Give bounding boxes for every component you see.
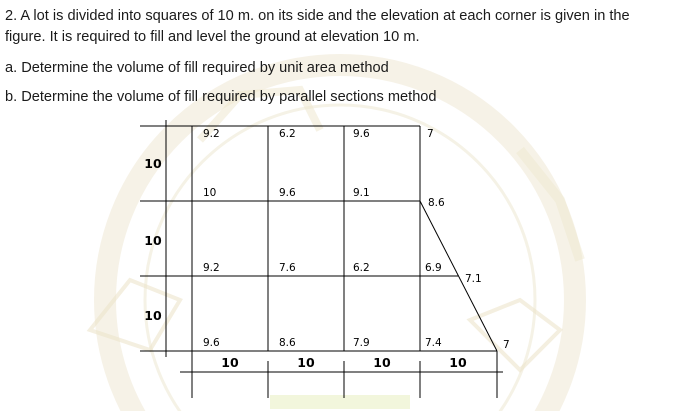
elevation-r1-c3: 8.6: [428, 197, 445, 209]
left-dim-label-1: 10: [144, 156, 162, 171]
elevation-r2-c1: 7.6: [279, 262, 296, 274]
elevation-r1-c2: 9.1: [353, 187, 370, 199]
problem-part-b: b. Determine the volume of fill required by parallel sections method: [5, 89, 437, 105]
bottom-dim-label-3: 10: [373, 355, 391, 370]
elevation-r3-c2: 7.9: [353, 337, 370, 349]
left-dim-label-3: 10: [144, 308, 162, 323]
elevation-r0-c1: 6.2: [279, 128, 296, 140]
elevation-r0-c2: 9.6: [353, 128, 370, 140]
elevation-r0-c0: 9.2: [203, 128, 220, 140]
elevation-r3-c1: 8.6: [279, 337, 296, 349]
bottom-dim-label-2: 10: [297, 355, 315, 370]
elevation-r1-c1: 9.6: [279, 187, 296, 199]
elevation-r2-c2: 6.2: [353, 262, 370, 274]
elevation-r2-c4: 7.1: [465, 273, 482, 285]
bottom-dim-label-4: 10: [449, 355, 467, 370]
elevation-r3-c0: 9.6: [203, 337, 220, 349]
problem-statement: 2. A lot is divided into squares of 10 m. on its side and the elevation at each corner is given in the figure. It is required to fill and level the ground at elevation 10 m.: [5, 8, 630, 45]
elevation-r1-c0: 10: [203, 187, 217, 199]
left-dim-label-2: 10: [144, 233, 162, 248]
bottom-dim-label-1: 10: [221, 355, 239, 370]
problem-part-a: a. Determine the volume of fill required by unit area method: [5, 60, 389, 76]
elevation-r3-c3: 7.4: [425, 337, 442, 349]
elevation-r2-c0: 9.2: [203, 262, 220, 274]
elevation-r0-c3: 7: [427, 128, 434, 140]
elevation-r2-c3: 6.9: [425, 262, 442, 274]
elevation-r3-c4: 7: [503, 339, 510, 351]
